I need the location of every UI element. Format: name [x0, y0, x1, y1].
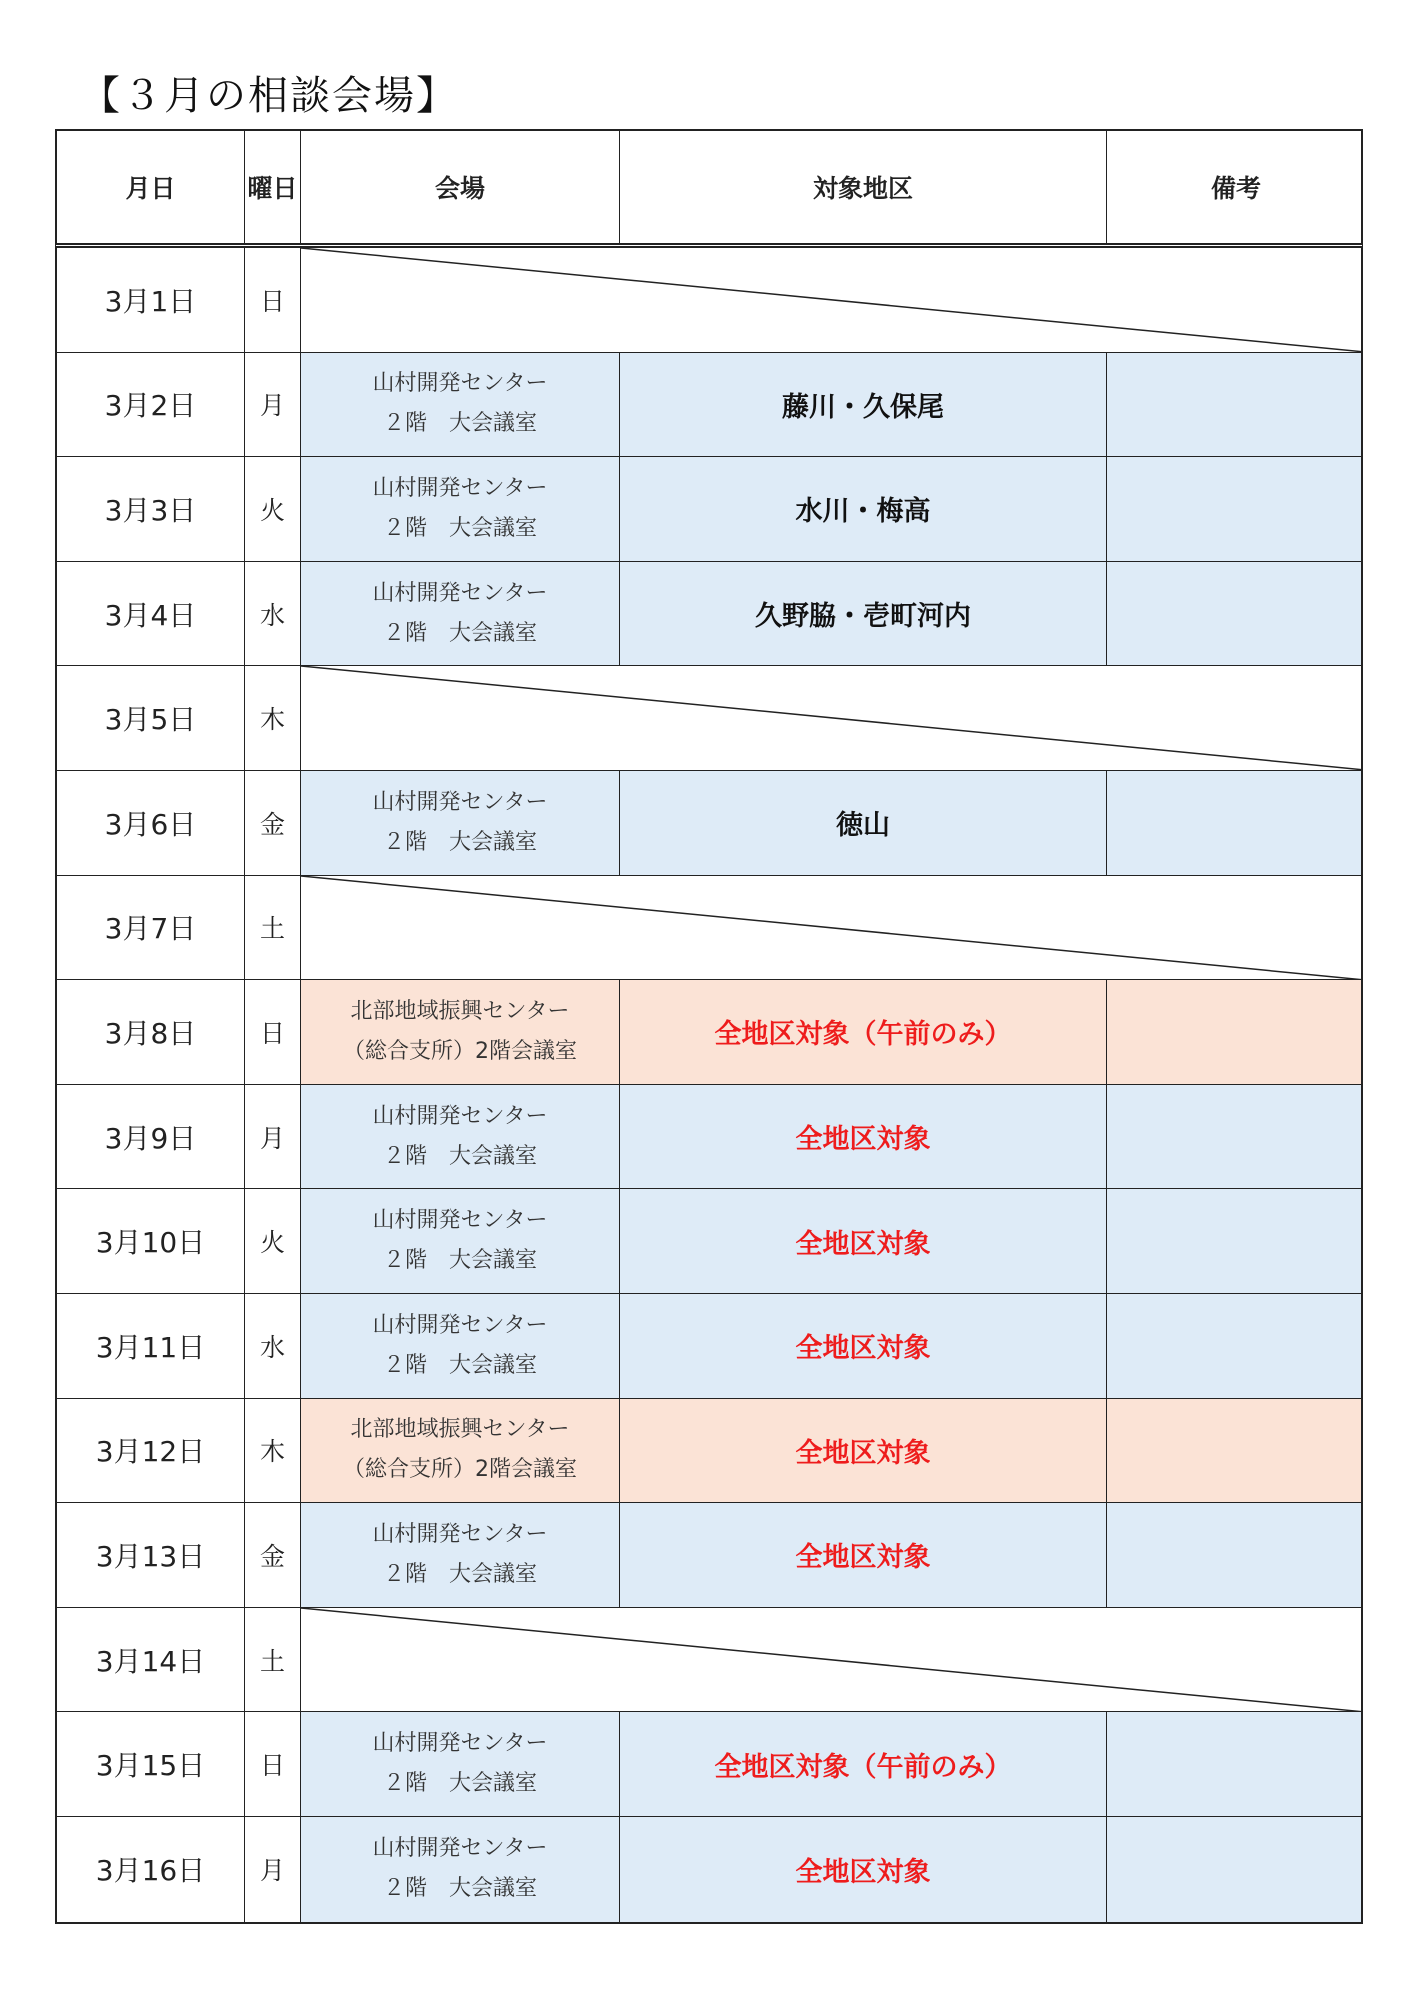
date-cell: 3月12日: [57, 1399, 245, 1503]
venue-line-1: 北部地域振興センター: [350, 1417, 570, 1443]
date-cell: 3月15日: [57, 1712, 245, 1816]
venue-cell: [301, 1294, 620, 1398]
venue-line-1: 山村開発センター: [372, 1208, 548, 1234]
table-row: [57, 1608, 1361, 1713]
target-area-cell: 徳山: [620, 771, 1107, 875]
date-cell: 3月8日: [57, 980, 245, 1084]
notes-cell: [1107, 353, 1361, 457]
header-notes: 備考: [1210, 174, 1261, 203]
date-cell: 3月3日: [57, 457, 245, 561]
date-cell: 3月1日: [57, 248, 245, 352]
target-area-cell: 全地区対象: [620, 1085, 1107, 1189]
venue-cell: [301, 562, 620, 666]
notes-cell: [1107, 1085, 1361, 1189]
venue-line-2: ２階 大会議室: [382, 515, 537, 541]
venue-cell: [301, 1399, 620, 1503]
target-area-cell: 全地区対象: [620, 1189, 1107, 1293]
venue-line-2: ２階 大会議室: [382, 1248, 537, 1274]
weekday-cell: 日: [245, 1712, 301, 1816]
target-area-cell: 全地区対象: [620, 1399, 1107, 1503]
page-title: 【３月の相談会場】: [80, 73, 458, 119]
venue-line-1: 山村開発センター: [372, 789, 548, 815]
notes-cell: [1107, 457, 1361, 561]
venue-line-2: ２階 大会議室: [382, 1352, 537, 1378]
venue-line-2: （総合支所）2階会議室: [343, 1457, 577, 1483]
venue-cell: [301, 1817, 620, 1922]
table-row: [57, 1399, 1361, 1504]
date-cell: 3月6日: [57, 771, 245, 875]
weekday-cell: 木: [245, 1399, 301, 1503]
notes-cell: [1107, 1189, 1361, 1293]
date-cell: 3月16日: [57, 1817, 245, 1922]
weekday-cell: 日: [245, 980, 301, 1084]
venue-cell: [301, 1189, 620, 1293]
notes-cell: [1107, 1817, 1361, 1922]
venue-cell: [301, 457, 620, 561]
table-row: [57, 353, 1361, 458]
notes-cell: [1107, 1712, 1361, 1816]
header-venue: 会場: [301, 131, 620, 243]
table-row: [57, 1294, 1361, 1399]
date-cell: 3月9日: [57, 1085, 245, 1189]
header-date: 月日: [57, 131, 245, 243]
venue-line-1: 山村開発センター: [372, 580, 548, 606]
table-row: [57, 248, 1361, 353]
venue-line-1: 山村開発センター: [372, 1521, 548, 1547]
venue-line-1: 山村開発センター: [372, 1836, 548, 1862]
header-area: 対象地区: [620, 131, 1107, 243]
weekday-cell: 金: [245, 771, 301, 875]
venue-line-2: ２階 大会議室: [382, 1876, 537, 1902]
notes-cell: [1107, 771, 1361, 875]
header-dow: 曜日: [245, 131, 301, 243]
table-row: [57, 1503, 1361, 1608]
venue-cell: [301, 1712, 620, 1816]
weekday-cell: 土: [245, 876, 301, 980]
weekday-cell: 木: [245, 666, 301, 770]
date-cell: 3月5日: [57, 666, 245, 770]
weekday-cell: 金: [245, 1503, 301, 1607]
weekday-cell: 火: [245, 1189, 301, 1293]
date-cell: 3月14日: [57, 1608, 245, 1712]
table-row: [57, 1189, 1361, 1294]
table-row: [57, 771, 1361, 876]
table-row: [57, 1712, 1361, 1817]
notes-cell: [1107, 980, 1361, 1084]
target-area-cell: 全地区対象（午前のみ）: [620, 980, 1107, 1084]
venue-line-2: ２階 大会議室: [382, 1143, 537, 1169]
closed-day-cell: [301, 876, 1361, 980]
date-cell: 3月13日: [57, 1503, 245, 1607]
table-row: [57, 1817, 1361, 1922]
weekday-cell: 水: [245, 562, 301, 666]
target-area-cell: 久野脇・壱町河内: [620, 562, 1107, 666]
diagonal-strike-line: [301, 1608, 1361, 1712]
target-area-cell: 全地区対象: [620, 1294, 1107, 1398]
date-cell: 3月10日: [57, 1189, 245, 1293]
table-row: [57, 1085, 1361, 1190]
venue-line-2: ２階 大会議室: [382, 829, 537, 855]
table-row: [57, 980, 1361, 1085]
venue-line-2: ２階 大会議室: [382, 1771, 537, 1797]
weekday-cell: 土: [245, 1608, 301, 1712]
table-row: [57, 666, 1361, 771]
schedule-table: [55, 129, 1363, 1924]
venue-line-2: ２階 大会議室: [382, 620, 537, 646]
date-cell: 3月7日: [57, 876, 245, 980]
venue-cell: [301, 1085, 620, 1189]
closed-day-cell: [301, 666, 1361, 770]
weekday-cell: 月: [245, 353, 301, 457]
table-row: [57, 562, 1361, 667]
diagonal-strike-line: [301, 666, 1361, 770]
weekday-cell: 日: [245, 248, 301, 352]
weekday-cell: 火: [245, 457, 301, 561]
closed-day-cell: [301, 248, 1361, 352]
notes-cell: [1107, 1294, 1361, 1398]
weekday-cell: 月: [245, 1085, 301, 1189]
venue-line-1: 山村開発センター: [372, 1103, 548, 1129]
date-cell: 3月4日: [57, 562, 245, 666]
target-area-cell: 全地区対象: [620, 1817, 1107, 1922]
date-cell: 3月11日: [57, 1294, 245, 1398]
venue-line-1: 北部地域振興センター: [350, 998, 570, 1024]
target-area-cell: 全地区対象: [620, 1503, 1107, 1607]
notes-cell: [1107, 1503, 1361, 1607]
diagonal-strike-line: [301, 876, 1361, 980]
target-area-cell: 藤川・久保尾: [620, 353, 1107, 457]
table-row: [57, 457, 1361, 562]
venue-line-2: ２階 大会議室: [382, 411, 537, 437]
venue-line-2: ２階 大会議室: [382, 1561, 537, 1587]
venue-cell: [301, 1503, 620, 1607]
diagonal-strike-line: [301, 248, 1361, 352]
venue-line-1: 山村開発センター: [372, 1731, 548, 1757]
target-area-cell: 全地区対象（午前のみ）: [620, 1712, 1107, 1816]
venue-line-1: 山村開発センター: [372, 1312, 548, 1338]
venue-cell: [301, 771, 620, 875]
weekday-cell: 水: [245, 1294, 301, 1398]
weekday-cell: 月: [245, 1817, 301, 1922]
table-body: [55, 248, 1363, 1924]
closed-day-cell: [301, 1608, 1361, 1712]
table-row: [57, 876, 1361, 981]
notes-cell: [1107, 1399, 1361, 1503]
venue-line-1: 山村開発センター: [372, 475, 548, 501]
notes-cell: [1107, 562, 1361, 666]
table-header: [55, 129, 1363, 248]
date-cell: 3月2日: [57, 353, 245, 457]
venue-line-1: 山村開発センター: [372, 371, 548, 397]
venue-line-2: （総合支所）2階会議室: [343, 1038, 577, 1064]
target-area-cell: 水川・梅高: [620, 457, 1107, 561]
venue-cell: [301, 353, 620, 457]
venue-cell: [301, 980, 620, 1084]
